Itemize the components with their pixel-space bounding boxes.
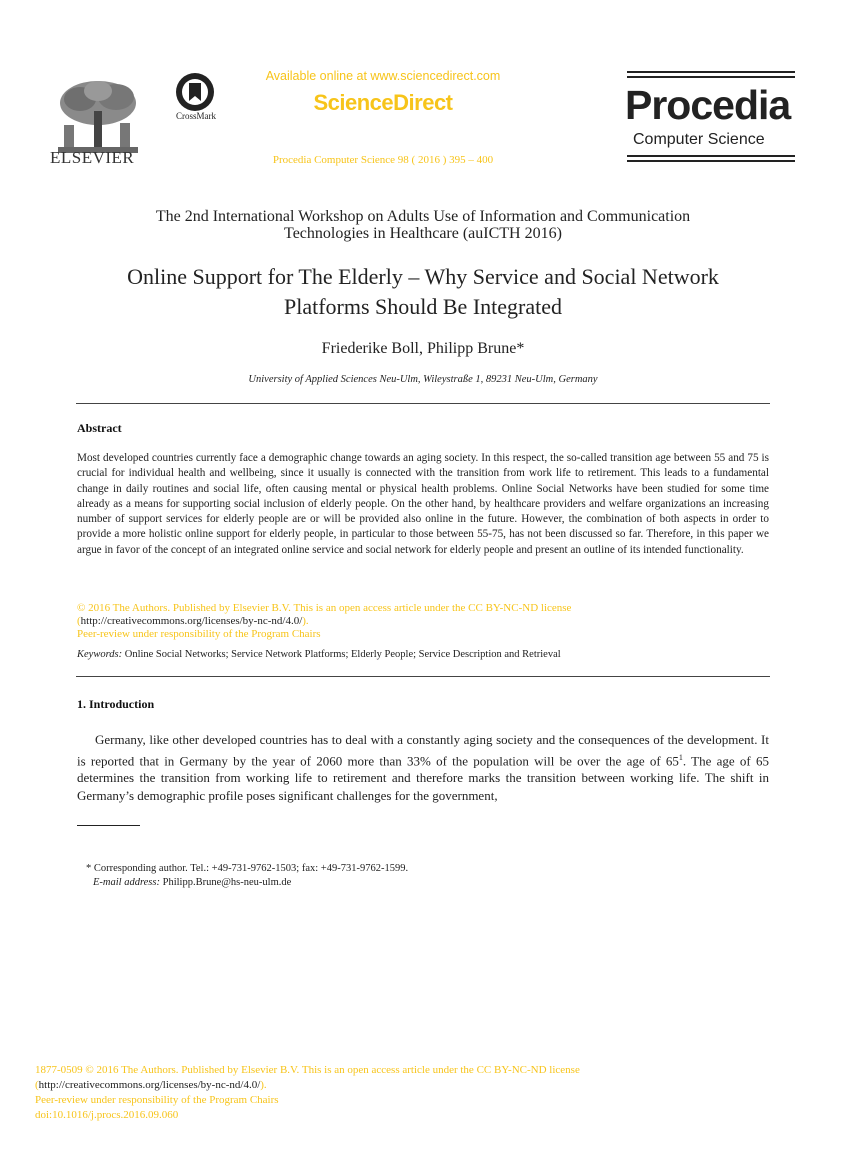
abstract-text: Most developed countries currently face a demographic change towards an aging society. In this respect, the so-called transition age between 55 and 75 is crucial for individual health and wellbeing, since it usually is connected with the transition from work life to retirement. This leads to a fundamental change in daily routines and social life, often causing mental or physical health problems. Online Social Networks have been studied for some time already as a means for supporting social inclusion of elderly people. On the other hand, by healthcare providers and welfare organizations an increasing number of support services for elderly people are or will be provided also online in the future. However, the combination of both aspects in order to provide a more holistic online support for elderly people, in particular to those between 55-75, has not been discussed so far. Therefore, in this paper we argue in favor of the concept of an integrated online service and social network for elderly people and present an outline of its intended functionality. <box>77 452 769 556</box>
procedia-wordmark: Procedia <box>625 82 791 128</box>
footnote-rule <box>77 825 140 826</box>
affiliation: University of Applied Sciences Neu-Ulm, Wileystraße 1, 89231 Neu-Ulm, Germany <box>248 374 598 385</box>
divider-bottom <box>76 676 770 677</box>
introduction-text <box>77 731 769 804</box>
keywords-list: Online Social Networks; Service Network Platforms; Elderly People; Service Description and Retrieval <box>124 649 561 660</box>
doi[interactable]: doi:10.1016/j.procs.2016.09.060 <box>35 1109 179 1121</box>
paper-title <box>60 262 786 322</box>
license-open-paren: ( <box>77 615 81 627</box>
title-line-1: Online Support for The Elderly – Why Service and Social Network <box>127 264 719 289</box>
title-line-2: Platforms Should Be Integrated <box>283 294 562 319</box>
workshop-line-2: Technologies in Healthcare (auICTH 2016) <box>284 225 562 242</box>
available-online-text[interactable]: Available online at www.sciencedirect.com <box>265 69 501 83</box>
publisher-wordmark: ELSEVIER <box>50 148 135 167</box>
intro-text-a: Germany, like other developed countries has to deal with a constantly aging society and the consequences of the development. It is reported that in Germany by the year of 2060 more than 33% of the population will be over the age of 65 <box>77 732 769 768</box>
email-address[interactable]: Philipp.Brune@hs-neu-ulm.de <box>162 877 292 888</box>
license-close-paren: ). <box>302 615 309 627</box>
license-link[interactable]: http://creativecommons.org/licenses/by-nc-nd/4.0/ <box>80 615 303 627</box>
peer-review-statement: Peer-review under responsibility of the Program Chairs <box>77 628 321 640</box>
corresponding-author: * Corresponding author. Tel.: +49-731-9762-1503; fax: +49-731-9762-1599. <box>86 863 409 874</box>
email-line <box>86 876 408 890</box>
bottom-close-paren: ). <box>260 1079 267 1091</box>
keywords <box>77 649 561 660</box>
authors: Friederike Boll, Philipp Brune* <box>321 340 525 357</box>
workshop-name <box>80 208 766 242</box>
keywords-label: Keywords: <box>77 649 123 660</box>
procedia-bottom-rule-2 <box>627 160 795 162</box>
abstract-heading: Abstract <box>77 421 122 435</box>
license-statement: © 2016 The Authors. Published by Elsevier B.V. This is an open access article under the CC BY-NC-ND license <box>77 602 572 614</box>
procedia-bottom-rule <box>627 155 795 157</box>
journal-citation: Procedia Computer Science 98 ( 2016 ) 395 – 400 <box>272 154 494 166</box>
email-label: E-mail address: <box>93 877 160 888</box>
intro-text-b: . The age of 65 determines the transition from working life to retirement and therefore marks the transition between working life. The shift in Germany’s demographic profile poses significant challenges for the government, <box>77 752 769 803</box>
procedia-top-rule <box>627 71 795 73</box>
bottom-peer-review: Peer-review under responsibility of the Program Chairs <box>35 1094 279 1106</box>
crossmark-label: CrossMark <box>176 111 216 121</box>
workshop-line-1: The 2nd International Workshop on Adults Use of Information and Communication <box>155 208 691 225</box>
issn-license-line: 1877-0509 © 2016 The Authors. Published by Elsevier B.V. This is an open access article under the CC BY-NC-ND license <box>35 1064 580 1076</box>
bottom-license-link[interactable]: http://creativecommons.org/licenses/by-nc-nd/4.0/ <box>38 1079 261 1091</box>
footnote-ref[interactable]: 1 <box>678 752 683 762</box>
sciencedirect-logo: ScienceDirect <box>313 90 453 115</box>
divider-top <box>76 403 770 404</box>
bottom-open-paren: ( <box>35 1079 39 1091</box>
procedia-top-rule-2 <box>627 76 795 78</box>
footnote <box>86 862 408 890</box>
procedia-subtitle: Computer Science <box>633 131 765 148</box>
crossmark-icon[interactable] <box>174 72 216 112</box>
introduction-heading: 1. Introduction <box>77 697 155 711</box>
license-url-line <box>77 615 309 628</box>
bottom-license-url-line <box>35 1078 580 1093</box>
bottom-license-block <box>35 1063 580 1123</box>
